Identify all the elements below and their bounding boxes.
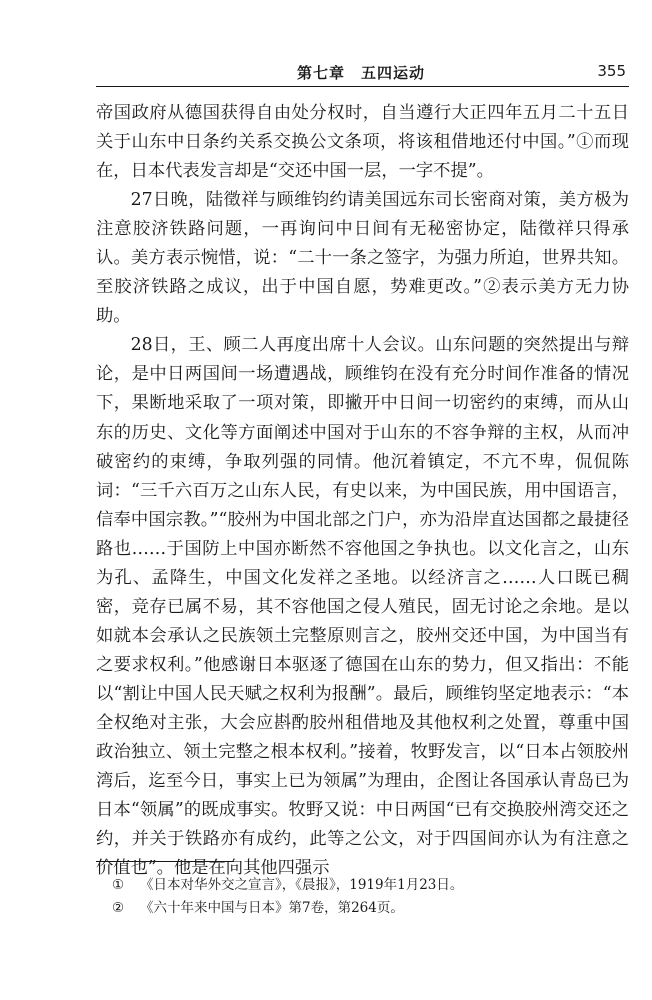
footnote-1-mark: ① xyxy=(112,877,125,893)
running-header xyxy=(96,60,626,84)
footnote-1-text: 《日本对华外交之宣言》，《晨报》，1919年1月23日。 xyxy=(140,877,464,893)
footnote-rule xyxy=(96,861,234,862)
header-rule xyxy=(96,86,629,87)
paragraph-1: 帝国政府从德国获得自由处分权时，自当遵行大正四年五月二十五日关于山东中日条约关系交换公文条项，将该租借地还付中国。”①而现在，日本代表发言却是“交还中国一层，一字不提”。 xyxy=(96,103,629,182)
footnote-2 xyxy=(112,897,612,920)
footnote-2-text: 《六十年来中国与日本》第7卷，第264页。 xyxy=(140,900,404,916)
paragraph-2: 27日晚，陆徵祥与顾维钧约请美国远东司长密商对策，美方极为注意胶济铁路问题，一再询问中日间有无秘密协定，陆徵祥只得承认。美方表示惋惜，说：“二十一条之签字，为强力所迫，世界共知。至胶济铁路之成议，出于中国自愿，势难更改。”②表示美方无力协助。 xyxy=(96,190,629,327)
footnote-1 xyxy=(112,874,612,897)
body-text xyxy=(96,99,629,883)
footnotes xyxy=(112,874,612,920)
chapter-title: 第七章 五四运动 xyxy=(296,64,425,82)
footnote-2-mark: ② xyxy=(112,900,125,916)
page-number: 355 xyxy=(597,62,626,80)
paragraph-3: 28日，王、顾二人再度出席十人会议。山东问题的突然提出与辩论，是中日两国间一场遭遇战，顾维钧在没有充分时间作准备的情况下，果断地采取了一项对策，即撇开中日间一切密约的束缚，而从山东的历史、文化等方面阐述中国对于山东的不容争辩的主权，从而冲破密约的束缚，争取列强的同情。他沉着镇定，不亢不卑，侃侃陈词：“三千六百万之山东人民，有史以来，为中国民族，用中国语言，信奉中国宗教。”“胶州为中国北部之门户，亦为沿岸直达国都之最捷径路也……于国防上中国亦断然不容他国之争执也。以文化言之，山东为孔、孟降生，中国文化发祥之圣地。以经济言之……人口既已稠密，竞存已属不易，其不容他国之侵人殖民，固无讨论之余地。是以如就本会承认之民族领土完整原则言之，胶州交还中国，为中国当有之要求权利。”他感谢日本驱逐了德国在山东的势力，但又指出：不能以“割让中国人民天赋之权利为报酬”。最后，顾维钧坚定地表示：“本全权绝对主张，大会应斟酌胶州租借地及其他权利之处置，尊重中国政治独立、领土完整之根本权利。”接着，牧野发言，以“日本占领胶州湾后，迄至今日，事实上已为领属”为理由，企图让各国承认青岛已为日本“领属”的既成事实。牧野又说：中日两国“已有交换胶州湾交还之约，并关于铁路亦有成约，此等之公文，对于四国间亦认为有注意之价值也”。他是在向其他四强示 xyxy=(96,335,629,879)
